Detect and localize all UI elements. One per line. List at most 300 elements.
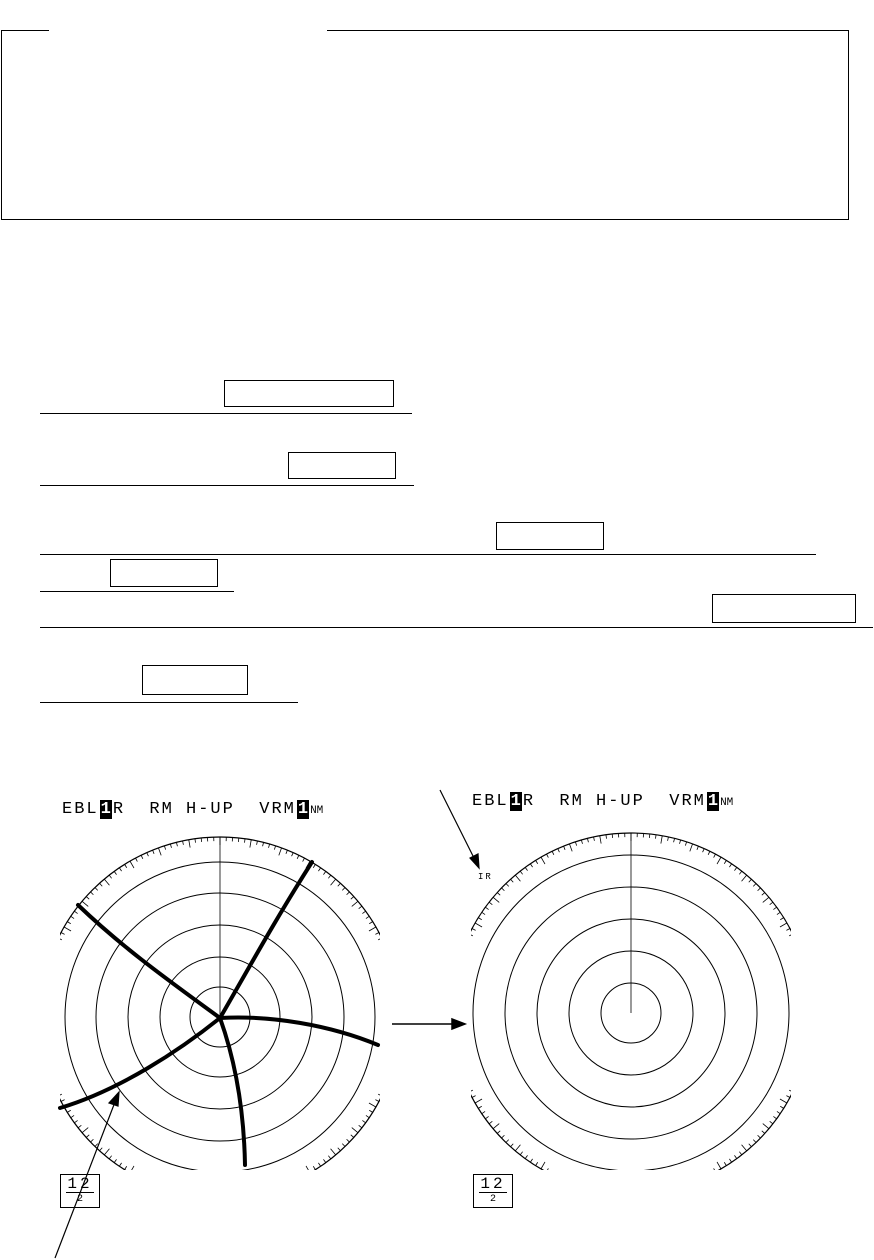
bearing-tick: [74, 911, 77, 913]
bearing-tick: [47, 1066, 51, 1067]
bearing-tick: [67, 922, 70, 924]
bearing-tick: [758, 1135, 761, 1138]
bearing-tick: [366, 916, 369, 918]
bearing-tick: [323, 871, 325, 874]
bearing-tick: [794, 1079, 798, 1080]
bearing-tick: [338, 1148, 341, 1151]
bearing-tick: [475, 923, 482, 927]
bearing-tick: [257, 841, 258, 845]
vrm-number: 1: [707, 792, 719, 811]
bearing-tick: [458, 963, 462, 964]
bearing-tick: [541, 857, 545, 864]
bearing-tick: [717, 1162, 721, 1169]
bearing-tick: [274, 846, 275, 850]
bearing-tick: [734, 1155, 736, 1158]
bearing-tick: [606, 835, 607, 839]
bearing-tick: [511, 879, 514, 882]
bearing-tick: [690, 1175, 693, 1183]
bearing-tick: [313, 864, 315, 867]
bearing-tick: [455, 1050, 459, 1051]
bearing-tick: [119, 1163, 121, 1166]
bearing-tick: [762, 893, 765, 896]
bearing-tick: [749, 879, 752, 882]
ir-indicator: IR: [478, 872, 493, 882]
bearing-tick: [714, 854, 716, 858]
bearing-tick: [44, 1054, 48, 1055]
ebl-number: 1: [510, 792, 521, 811]
bearing-tick: [369, 1103, 376, 1107]
bearing-tick: [42, 992, 46, 993]
bearing-tick: [800, 1043, 808, 1044]
bearing-tick: [558, 1174, 560, 1178]
bearing-tick: [520, 1152, 522, 1155]
bearing-tick: [279, 848, 282, 856]
bearing-tick: [91, 892, 94, 895]
bearing-tick: [792, 1085, 796, 1087]
bearing-tick: [594, 837, 595, 841]
vrm-unit: NM: [310, 805, 324, 817]
bearing-tick: [482, 1111, 485, 1113]
bearing-tick: [803, 1050, 807, 1051]
bearing-tick: [158, 848, 161, 856]
bearing-tick: [800, 1062, 804, 1063]
vrm-number: 1: [297, 800, 309, 819]
bearing-tick: [176, 1188, 177, 1192]
bearing-tick: [303, 858, 305, 862]
bearing-tick: [558, 849, 560, 853]
bearing-tick: [147, 1178, 149, 1182]
bearing-tick: [780, 918, 783, 920]
bearing-tick: [274, 1184, 275, 1188]
bearing-tick: [362, 911, 365, 913]
bearing-tick: [581, 840, 582, 844]
bearing-tick: [153, 850, 154, 854]
bearing-tick: [770, 902, 773, 904]
bearing-tick: [606, 1187, 607, 1191]
bearing-tick: [347, 892, 350, 895]
bearing-tick: [511, 1144, 514, 1147]
bearing-tick: [460, 957, 464, 958]
bearing-tick: [250, 1186, 251, 1194]
bearing-tick: [347, 1139, 350, 1142]
bearing-tick: [564, 1176, 565, 1180]
bearing-tick: [793, 951, 801, 954]
bearing-tick: [464, 1079, 468, 1080]
bearing-tick: [269, 844, 270, 848]
bearing-tick: [86, 897, 89, 900]
bearing-tick: [303, 1172, 305, 1176]
bearing-tick: [454, 1043, 462, 1044]
bearing-tick: [564, 846, 565, 850]
bearing-tick: [789, 934, 793, 936]
bearing-tick: [460, 1067, 464, 1068]
bearing-tick: [109, 1156, 111, 1159]
bearing-tick: [703, 1174, 705, 1178]
bearing-tick: [100, 883, 103, 886]
bearing-tick: [389, 1047, 397, 1048]
bearing-tick: [67, 1110, 70, 1112]
bearing-tick: [773, 1116, 776, 1118]
bearing-tick: [454, 982, 462, 983]
bearing-tick: [600, 1182, 601, 1190]
bearing-tick: [331, 879, 336, 885]
bearing-tick: [342, 1144, 345, 1147]
bearing-tick: [587, 838, 588, 842]
bearing-tick: [352, 901, 358, 906]
bearing-tick: [777, 1111, 780, 1113]
bearing-tick: [164, 846, 165, 850]
bearing-tick: [802, 969, 806, 970]
bearing-tick: [497, 893, 500, 896]
bearing-tick: [95, 888, 98, 891]
bearing-tick: [141, 855, 143, 859]
bearing-tick: [729, 1159, 731, 1162]
bearing-tick: [58, 1094, 62, 1096]
bearing-tick: [58, 938, 62, 940]
orientation-mode: H-UP: [186, 800, 235, 819]
bearing-tick: [789, 1090, 793, 1092]
arrow-icon: [392, 1019, 465, 1029]
bearing-tick: [74, 1120, 77, 1122]
bearing-tick: [749, 1144, 752, 1147]
bearing-tick: [114, 1159, 116, 1162]
bearing-tick: [800, 963, 804, 964]
bearing-tick: [464, 946, 468, 947]
bearing-tick: [53, 950, 57, 951]
bearing-tick: [351, 1135, 354, 1138]
bearing-tick: [392, 980, 396, 981]
bearing-tick: [318, 1163, 320, 1166]
bearing-tick: [770, 1121, 773, 1123]
range-denominator: 2: [76, 1194, 83, 1205]
vrm-label: VRM: [669, 792, 706, 811]
motion-mode: RM: [149, 800, 174, 819]
range-scale-box: [60, 1174, 100, 1208]
bearing-tick: [708, 851, 710, 855]
bearing-tick: [82, 901, 88, 906]
bearing-tick: [600, 836, 601, 844]
bearing-tick: [78, 1125, 81, 1127]
bearing-tick: [366, 1115, 369, 1117]
bearing-tick: [392, 1054, 396, 1055]
bearing-tick: [780, 1099, 787, 1103]
bearing-tick: [786, 1096, 790, 1098]
range-numerator: 12: [480, 1175, 506, 1193]
bearing-tick: [387, 961, 391, 962]
bearing-tick: [269, 1186, 270, 1190]
bearing-tick: [125, 1166, 127, 1169]
bearing-tick: [297, 1175, 299, 1179]
bearing-tick: [170, 1186, 171, 1190]
bearing-tick: [493, 897, 499, 902]
bearing-tick: [515, 875, 520, 881]
bearing-tick: [762, 1131, 765, 1134]
bearing-tick: [668, 837, 669, 841]
bearing-tick: [753, 884, 756, 887]
bearing-tick: [394, 1041, 398, 1042]
bearing-tick: [742, 875, 747, 881]
bearing-tick: [587, 1184, 588, 1188]
bearing-tick: [286, 1180, 287, 1184]
bearing-tick: [286, 850, 287, 854]
bearing-tick: [793, 1072, 801, 1075]
bearing-tick: [786, 928, 790, 930]
bearing-tick: [674, 1184, 675, 1188]
bearing-tick: [717, 857, 721, 864]
bearing-tick: [378, 938, 382, 940]
bearing-tick: [119, 868, 121, 871]
bearing-tick: [453, 988, 457, 989]
bearing-tick: [328, 875, 330, 878]
bearing-tick: [661, 1182, 662, 1190]
bearing-tick: [51, 1076, 59, 1079]
range-numerator: 12: [67, 1175, 93, 1193]
bearing-tick: [195, 839, 196, 843]
bearing-tick: [456, 969, 460, 970]
bearing-tick: [792, 940, 796, 942]
bearing-tick: [739, 1152, 741, 1155]
bearing-tick: [594, 1185, 595, 1189]
bearing-tick: [387, 1071, 391, 1072]
bearing-tick: [489, 902, 492, 904]
bearing-tick: [661, 836, 662, 844]
bearing-tick: [95, 1144, 98, 1147]
bearing-tick: [753, 1140, 756, 1143]
bearing-tick: [189, 840, 190, 848]
bearing-tick: [56, 1089, 60, 1091]
bearing-tick: [394, 992, 398, 993]
bearing-tick: [382, 955, 390, 958]
bearing-tick: [803, 976, 807, 977]
bearing-tick: [369, 1110, 372, 1112]
bearing-tick: [802, 1056, 806, 1057]
bearing-tick: [685, 842, 686, 846]
bearing-tick: [313, 1166, 315, 1169]
bearing-tick: [189, 1186, 190, 1194]
bearing-tick: [794, 946, 798, 947]
bearing-tick: [328, 1156, 330, 1159]
bearing-tick: [729, 864, 731, 867]
range-scale-box: [473, 1174, 513, 1208]
bearing-tick: [158, 1179, 161, 1187]
bearing-tick: [697, 1176, 698, 1180]
bearing-tick: [569, 1175, 572, 1183]
bearing-tick: [708, 1171, 710, 1175]
bearing-tick: [389, 1066, 393, 1067]
bearing-tick: [674, 838, 675, 842]
motion-mode: RM: [559, 792, 584, 811]
bearing-tick: [773, 907, 776, 909]
bearing-tick: [798, 957, 802, 958]
bearing-tick: [51, 955, 59, 958]
bearing-tick: [71, 916, 74, 918]
bearing-tick: [453, 1037, 457, 1038]
bearing-tick: [43, 1047, 51, 1048]
bearing-tick: [525, 867, 527, 870]
bearing-tick: [382, 1076, 390, 1079]
bearing-tick: [546, 854, 548, 858]
bearing-tick: [195, 1191, 196, 1195]
bearing-tick: [331, 1149, 336, 1155]
bearing-tick: [530, 1159, 532, 1162]
bearing-tick: [724, 1162, 726, 1165]
bearing-tick: [777, 912, 780, 914]
bearing-tick: [724, 860, 726, 863]
bearing-tick: [780, 1106, 783, 1108]
range-denominator: 2: [489, 1194, 496, 1205]
bearing-tick: [467, 940, 471, 942]
bearing-tick: [100, 1148, 103, 1151]
bearing-tick: [798, 1067, 802, 1068]
bearing-tick: [176, 842, 177, 846]
bearing-tick: [467, 1085, 471, 1087]
bearing-tick: [244, 839, 245, 843]
bearing-tick: [462, 951, 470, 954]
bearing-tick: [45, 973, 49, 974]
ebl-label: EBL: [472, 792, 509, 811]
bearing-tick: [292, 1178, 294, 1182]
bearing-tick: [369, 922, 372, 924]
bearing-tick: [183, 1189, 184, 1193]
bearing-tick: [359, 906, 362, 908]
bearing-tick: [104, 1149, 109, 1155]
bearing-tick: [472, 928, 476, 930]
bearing-tick: [805, 1037, 809, 1038]
bearing-tick: [742, 1145, 747, 1151]
bearing-tick: [125, 864, 127, 867]
bearing-tick: [86, 1135, 89, 1138]
bearing-tick: [520, 871, 522, 874]
bearing-tick: [506, 884, 509, 887]
bearing-tick: [541, 1162, 545, 1169]
bearing-tick: [351, 897, 354, 900]
bearing-tick: [552, 851, 554, 855]
bearing-tick: [383, 950, 387, 951]
bearing-tick: [739, 871, 741, 874]
bearing-tick: [685, 1180, 686, 1184]
bearing-tick: [552, 1171, 554, 1175]
bearing-tick: [697, 846, 698, 850]
bearing-tick: [546, 1168, 548, 1172]
bearing-tick: [569, 844, 572, 852]
bearing-tick: [297, 855, 299, 859]
bearing-tick: [318, 868, 320, 871]
bearing-tick: [475, 1099, 482, 1103]
bearing-tick: [375, 932, 379, 934]
bearing-tick: [525, 1155, 527, 1158]
bearing-tick: [515, 1145, 520, 1151]
bearing-tick: [690, 844, 693, 852]
bearing-tick: [680, 840, 681, 844]
bearing-tick: [43, 986, 51, 987]
bearing-tick: [61, 932, 65, 934]
bearing-tick: [655, 1187, 656, 1191]
bearing-tick: [485, 1116, 488, 1118]
bearing-tick: [478, 1106, 481, 1108]
bearing-tick: [478, 918, 481, 920]
bearing-tick: [536, 1162, 538, 1165]
bearing-tick: [183, 841, 184, 845]
bearing-tick: [91, 1139, 94, 1142]
bearing-tick: [472, 1096, 476, 1098]
bearing-tick: [323, 1159, 325, 1162]
bearing-tick: [575, 842, 576, 846]
bearing-tick: [469, 1090, 473, 1092]
bearing-tick: [391, 1060, 395, 1061]
bearing-tick: [502, 1135, 505, 1138]
bearing-tick: [763, 1124, 769, 1129]
bearing-tick: [800, 982, 808, 983]
bearing-tick: [362, 1120, 365, 1122]
bearing-tick: [153, 1180, 154, 1184]
orientation-mode: H-UP: [596, 792, 645, 811]
bearing-tick: [359, 1125, 362, 1127]
bearing-tick: [53, 1083, 57, 1084]
bearing-tick: [49, 961, 53, 962]
bearing-tick: [135, 858, 137, 862]
radar-after: [451, 833, 811, 1193]
bearing-tick: [56, 944, 60, 946]
bearing-tick: [378, 1094, 382, 1096]
bearing-tick: [485, 907, 488, 909]
interference-trace-5: [220, 1018, 245, 1165]
bearing-tick: [381, 944, 385, 946]
ebl-label: EBL: [62, 800, 99, 819]
bearing-tick: [536, 860, 538, 863]
bearing-tick: [45, 1060, 49, 1061]
bearing-tick: [135, 1172, 137, 1176]
bearing-tick: [389, 967, 393, 968]
bearing-tick: [164, 1184, 165, 1188]
ebl-suffix: R: [522, 792, 536, 811]
bearing-tick: [71, 1115, 74, 1117]
bearing-tick: [734, 867, 736, 870]
vrm-label: VRM: [259, 800, 296, 819]
bearing-tick: [530, 864, 532, 867]
bearing-tick: [458, 1062, 462, 1063]
bearing-tick: [780, 923, 787, 927]
bearing-tick: [389, 986, 397, 987]
bearing-tick: [763, 897, 769, 902]
bearing-tick: [375, 1100, 379, 1102]
bearing-tick: [292, 853, 294, 857]
ebl-number: 1: [100, 800, 111, 819]
bearing-tick: [244, 1191, 245, 1195]
bearing-tick: [489, 1121, 492, 1123]
bearing-tick: [42, 1041, 46, 1042]
bearing-tick: [456, 1056, 460, 1057]
bearing-tick: [680, 1182, 681, 1186]
bearing-tick: [338, 883, 341, 886]
bearing-tick: [279, 1179, 282, 1187]
interference-trace-2: [78, 905, 220, 1018]
bearing-tick: [82, 1128, 88, 1133]
bearing-tick: [257, 1189, 258, 1193]
bearing-tick: [502, 888, 505, 891]
bearing-tick: [497, 1131, 500, 1134]
bearing-tick: [263, 1188, 264, 1192]
bearing-tick: [49, 1071, 53, 1072]
bearing-tick: [104, 879, 109, 885]
bearing-tick: [714, 1168, 716, 1172]
ir-pointer-arrow-icon: [440, 790, 479, 868]
bearing-tick: [469, 934, 473, 936]
bearing-tick: [391, 973, 395, 974]
bearing-tick: [369, 927, 376, 931]
bearing-tick: [575, 1180, 576, 1184]
interference-trace-1: [220, 862, 312, 1018]
bearing-tick: [352, 1128, 358, 1133]
